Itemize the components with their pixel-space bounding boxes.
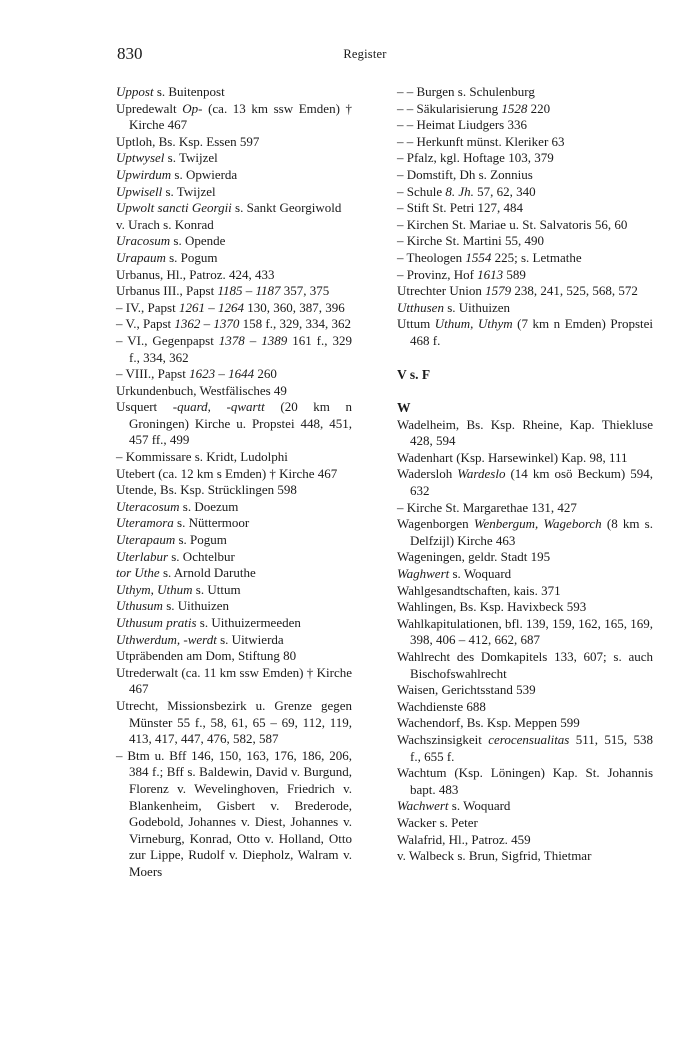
entry-text: s. Uitwierda [216,631,284,647]
italic-term: cerocensualitas [488,731,570,747]
index-entry [397,848,653,865]
index-entry [116,200,352,217]
italic-term: Uthwerdum, -werdt [116,631,217,647]
entry-text: – – Heimat Liudgers 336 [397,117,527,133]
entry-text: 225; s. Letmathe [491,249,582,265]
index-entry [397,616,653,649]
entry-text: s. Doezum [179,498,239,514]
italic-term: 1528 [501,100,528,116]
section-letter-heading [397,400,653,417]
italic-term: Uterapaum [116,532,176,548]
entry-text: – IV., Papst [116,299,179,315]
entry-text: V s. F [397,366,431,382]
index-entry [397,682,653,699]
running-head: Register [343,47,387,61]
index-entry [397,583,653,600]
entry-text: Usquert [116,399,173,415]
entry-text: (7 km n Emden) Propstei 468 f. [410,316,653,348]
entry-text: 589 [503,266,526,282]
index-entry [116,632,352,649]
index-entry [397,516,653,549]
index-entry [116,283,352,300]
entry-text: s. Arnold Daruthe [159,565,256,581]
italic-term: Uppost [116,84,154,99]
italic-term: 1613 [477,266,504,282]
entry-text: – Kommissare s. Kridt, Ludolphi [116,449,288,465]
entry-text: Wahlkapitulationen, bfl. 139, 159, 162, 165, 169, 398, 406 – 412, 662, 687 [397,615,653,648]
index-entry [397,167,653,184]
index-entry [116,449,352,466]
index-entry [397,417,653,450]
entry-text: – Schule [397,183,446,199]
italic-term: Upwolt sancti Georgii [116,200,232,216]
index-entry [397,134,653,151]
index-entry [116,532,352,549]
entry-text: Wahlingen, Bs. Ksp. Havixbeck 593 [397,599,587,615]
index-entry [397,549,653,566]
entry-text: Utrecht, Missionsbezirk u. Grenze gegen Münster 55 f., 58, 61, 65 – 69, 112, 119, 413, 417, 447, 476, 582, 587 [116,697,352,747]
entry-text: (14 km osö Beckum) 594, 632 [410,466,653,499]
index-entry [116,582,352,599]
index-entry [116,267,352,284]
index-entry [397,500,653,517]
italic-term: -quard, -qwartt [172,399,265,415]
index-entry [397,450,653,467]
index-entry [116,549,352,566]
index-entry [116,383,352,400]
index-entry [397,200,653,217]
entry-text: Utende, Bs. Ksp. Strücklingen 598 [116,482,297,498]
entry-text: Wadenhart (Ksp. Harsewinkel) Kap. 98, 111 [397,449,628,465]
index-entry [116,316,352,333]
index-entry [397,217,653,234]
italic-term: 1362 – 1370 [174,316,240,332]
entry-text: s. Opende [170,233,226,249]
index-entry [116,648,352,665]
entry-text: s. Twijzel [162,183,216,199]
entry-text: – Domstift, Dh s. Zonnius [397,166,533,182]
entry-text: Urbanus III., Papst [116,283,218,299]
index-entry [116,565,352,582]
index-entry [397,184,653,201]
index-entry [397,466,653,499]
italic-term: Utthusen [397,299,444,315]
index-entry [116,515,352,532]
entry-text: – – Säkularisierung [397,100,502,116]
index-entry [116,598,352,615]
entry-text: – VI., Gegenpapst [116,332,219,348]
entry-text: – Kirche St. Martini 55, 490 [397,233,544,249]
italic-term: tor Uthe [116,565,160,581]
index-entry [397,250,653,267]
index-column-right [397,84,653,865]
italic-term: Waghwert [397,566,450,582]
index-entry [116,250,352,267]
entry-text: Utebert (ca. 12 km s Emden) † Kirche 467 [116,465,338,481]
index-entry [397,649,653,682]
index-entry [116,84,352,101]
entry-text: Wageningen, geldr. Stadt 195 [397,549,551,565]
entry-text: s. Pogum [175,532,227,548]
index-entry [116,333,352,366]
italic-term: Wenbergum, Wageborch [473,516,602,532]
italic-term: Uteracosum [116,498,180,514]
index-entry [116,150,352,167]
italic-term: 1185 – 1187 [217,283,281,299]
index-entry [397,316,653,349]
italic-term: 1579 [485,283,512,299]
index-entry [397,832,653,849]
index-entry [397,233,653,250]
italic-term: Wardeslo [457,466,506,482]
entry-text: W [397,400,411,416]
entry-text: Wachdienste 688 [397,698,486,714]
entry-text: s. Uithuizermeeden [196,615,301,630]
entry-text: 220 [527,100,551,116]
entry-text: s. Uithuizen [443,299,511,315]
italic-term: Uthym, Uthum [116,581,193,597]
index-column-left [116,84,352,881]
entry-text: 260 [254,366,277,382]
index-entry [397,300,653,317]
entry-text: Wachszinsigkeit [397,731,489,747]
italic-term: 8. Jh. [445,183,474,199]
entry-text: Wahlgesandtschaften, kais. 371 [397,582,561,598]
index-entry [397,699,653,716]
entry-text: – VIII., Papst [116,366,190,382]
index-entry [397,798,653,815]
italic-term: Wachwert [397,798,449,814]
entry-text: Wacker s. Peter [397,814,478,830]
entry-text: (8 km s. Delfzijl) Kirche 463 [410,516,653,548]
entry-text: Urkundenbuch, Westfälisches 49 [116,382,287,398]
entry-text: 357, 375 [280,283,330,299]
entry-text: (20 km n Groningen) Kirche u. Propstei 448, 451, 457 ff., 499 [129,399,352,448]
entry-text: – Theologen [397,249,466,265]
index-entry [116,101,352,134]
index-entry [397,815,653,832]
entry-text: s. Nüttermoor [173,515,250,531]
index-entry [397,566,653,583]
entry-text: 158 f., 329, 334, 362 [239,316,351,332]
index-entry [397,101,653,118]
entry-text: v. Urach s. Konrad [116,216,214,232]
index-entry [116,615,352,632]
entry-text: Wahlrecht des Domkapitels 133, 607; s. auch Bischofswahlrecht [397,649,653,681]
index-entry [116,698,352,748]
entry-text: s. Woquard [449,566,512,582]
entry-text: s. Twijzel [164,150,218,166]
italic-term: Urapaum [116,249,166,265]
index-entry [397,84,653,101]
entry-text: Utpräbenden am Dom, Stiftung 80 [116,648,297,664]
entry-text: – – Burgen s. Schulenburg [397,84,535,99]
italic-term: Uteramora [116,515,174,531]
entry-text: – Btm u. Bff 146, 150, 163, 176, 186, 206, 384 f.; Bff s. Baldewin, David v. Burgund, Florenz v. Wevelinghoven, Friedrich v. Blankenheim, Gisbert v. Brederode, Godebold, Johannes v. Diest, Johannes v. Virneburg, Konrad, Otto v. Holland, Otto zur Lippe, Rudolf v. Diepholz, Walram v. Moers [116,747,352,879]
italic-term: Uptwysel [116,150,165,166]
entry-text: – Provinz, Hof [397,266,478,282]
entry-text: Wadersloh [397,466,458,482]
index-entry [397,150,653,167]
entry-text: s. Sankt Georgiwold [231,200,342,216]
entry-text: Wagenborgen [397,516,474,532]
entry-text: 161 f., 329 f., 334, 362 [129,332,352,365]
entry-text: s. Buitenpost [153,84,225,99]
italic-term: Uthusum [116,598,163,614]
index-entry [397,117,653,134]
index-entry [116,482,352,499]
italic-term: 1554 [465,249,492,265]
page-number: 830 [117,44,143,63]
entry-text: – – Herkunft münst. Kleriker 63 [397,133,565,149]
italic-term: Uthum, Uthym [434,316,513,332]
index-entry [116,399,352,449]
entry-text: Urbanus, Hl., Patroz. 424, 433 [116,266,275,282]
index-entry [116,184,352,201]
italic-term: Upwirdum [116,166,172,182]
entry-text: Uttum [397,316,435,332]
index-entry [116,665,352,698]
italic-term: Uracosum [116,233,171,249]
entry-text: Uptloh, Bs. Ksp. Essen 597 [116,133,260,149]
entry-text: Wadelheim, Bs. Ksp. Rheine, Kap. Thiekluse 428, 594 [397,416,653,449]
index-entry [116,748,352,881]
entry-text: Waisen, Gerichtsstand 539 [397,682,536,698]
italic-term: 1378 – 1389 [218,332,288,348]
entry-text: – Stift St. Petri 127, 484 [397,200,524,216]
entry-text: – Kirchen St. Mariae u. St. Salvatoris 56, 60 [397,216,628,232]
italic-term: Op- [182,100,203,116]
entry-text: Wachendorf, Bs. Ksp. Meppen 599 [397,715,580,731]
entry-text: (ca. 13 km ssw Emden) † Kirche 467 [129,100,353,133]
index-entry [116,217,352,234]
italic-term: Uterlabur [116,548,168,564]
italic-term: Upwisell [116,183,163,199]
index-entry [116,167,352,184]
index-entry [397,283,653,300]
entry-text: s. Uithuizen [162,598,230,614]
entry-text: Utrederwalt (ca. 11 km ssw Emden) † Kirche 467 [116,664,352,697]
entry-text: Wachtum (Ksp. Löningen) Kap. St. Johannis bapt. 483 [397,765,653,797]
entry-text: – Pfalz, kgl. Hoftage 103, 379 [397,150,554,166]
entry-text: s. Uttum [192,581,241,597]
entry-text: Upredewalt [116,100,183,116]
entry-text: Walafrid, Hl., Patroz. 459 [397,831,531,847]
index-entry [397,715,653,732]
index-entry [397,267,653,284]
section-letter-heading [397,367,653,384]
page-header [117,44,613,66]
italic-term: 1623 – 1644 [189,366,255,382]
entry-text: s. Woquard [448,798,511,814]
entry-text: 130, 360, 387, 396 [243,299,345,315]
entry-text: s. Opwierda [171,166,238,182]
index-entry [116,466,352,483]
entry-text: v. Walbeck s. Brun, Sigfrid, Thietmar [397,848,592,864]
entry-text: s. Ochtelbur [168,548,235,564]
entry-text: 511, 515, 538 f., 655 f. [410,731,653,764]
italic-term: Uthusum pratis [116,615,197,630]
index-entry [397,732,653,765]
entry-text: 238, 241, 525, 568, 572 [511,283,638,299]
index-entry [116,233,352,250]
entry-text: Utrechter Union [397,283,486,299]
italic-term: 1261 – 1264 [178,299,244,315]
index-entry [116,366,352,383]
index-entry [397,599,653,616]
index-entry [116,134,352,151]
entry-text: 57, 62, 340 [473,183,536,199]
entry-text: s. Pogum [165,249,218,265]
index-entry [116,300,352,317]
entry-text: – Kirche St. Margarethae 131, 427 [397,499,577,515]
index-entry [397,765,653,798]
index-entry [116,499,352,516]
entry-text: – V., Papst [116,316,175,332]
